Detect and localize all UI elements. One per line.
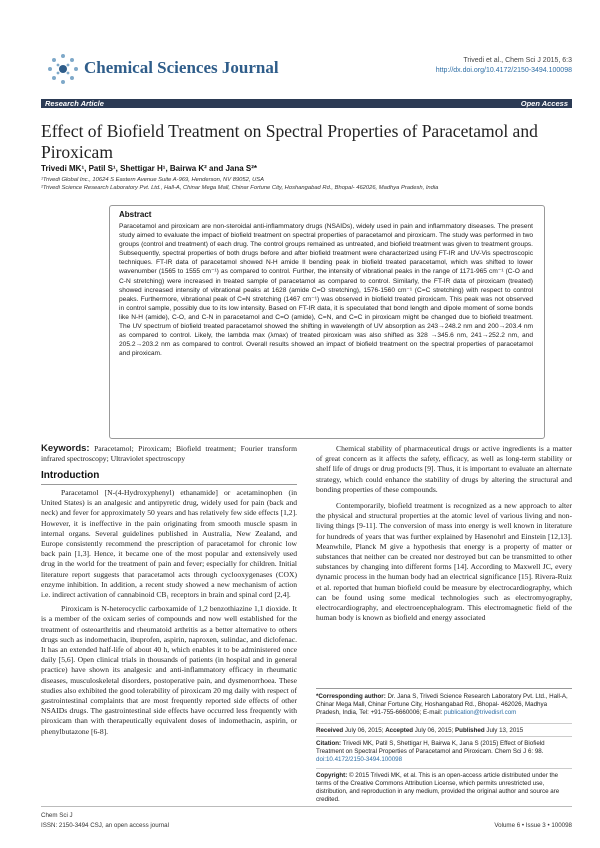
published-date: July 13, 2015 xyxy=(486,727,524,734)
article-dates xyxy=(316,727,572,735)
footer-journal: Chem Sci J xyxy=(41,812,73,819)
notes-rule xyxy=(316,688,572,689)
copyright-rule xyxy=(316,768,572,769)
journal-title: Chemical Sciences Journal xyxy=(84,58,279,77)
right-column-body xyxy=(316,444,572,623)
dates-rule xyxy=(316,723,572,724)
intro-paragraph-1: Paracetamol [N-(4-Hydroxyphenyl) ethanamide] or acetaminophen (in United States) is an analgesic and antipyretic drug, widely used for pain (back and neck) and fever for approximately 50 years and has relatively few side effects [1,2]. However, it is ineffective in the pain originating from smooth muscle spasm in internal organs. Several guidelines published in Australia, New Zealand, and Europe consistently recommend the prescription of paracetamol for chronic low back pain [1,3]. Hence, it became one of the most popular and extensively used drug in the world for the treatment of pain and fever; especially for children. Initial literature report suggests that paracetamol acts through cyclooxygenases (COX) enzyme inhibition. In addition, a recent study showed a new mechanism of action i.e. indirect activation of cannabinoid CB₁ receptors in brain and spinal cord [2,4]. xyxy=(41,488,297,600)
citation-doi[interactable]: doi:10.4172/2150-3494.100098 xyxy=(316,756,403,763)
footer-issn: ISSN: 2150-3494 CSJ, an open access journal xyxy=(41,822,169,829)
corresponding-label: *Corresponding author: xyxy=(316,693,386,700)
introduction-body xyxy=(41,488,297,737)
received-label: Received xyxy=(316,727,344,734)
doi-link[interactable]: http://dx.doi.org/10.4172/2150-3494.100098 xyxy=(435,67,572,74)
keywords-text: Paracetamol; Piroxicam; Biofield treatment; Fourier transform infrared spectroscopy; Ultraviolet spectroscopy xyxy=(41,444,297,464)
article-title: Effect of Biofield Treatment on Spectral Properties of Paracetamol and Piroxicam xyxy=(41,121,538,162)
right-paragraph-1: Chemical stability of pharmaceutical drugs or active ingredients is a matter of great concern as it affects the safety, efficacy, as well as long-term stability or shelf life of drugs or drug products [9]. Thus, it is important to evaluate an alternate strategy, which could enhance the stability of drugs by altering the structural and bonding properties of these compounds. xyxy=(316,444,572,494)
citation-block xyxy=(316,740,572,764)
right-paragraph-2: Contemporarily, biofield treatment is recognized as a new approach to alter the physical and structural properties at the atomic level of various living and non-living things [9-11]. The conversion of mass into energy is well known in literature for hundreds of years that was further explained by Hasenohrl and Einstein [12,13]. Meanwhile, Planck M give a hypothesis that energy is a property of matter or substances that neither can be created nor destroyed but can be transmitted to other substances by changing into different forms [14]. According to Maxwell JC, every dynamic process in the human body had an electrical significance [15]. Rivera-Ruiz et al. reported that human biofield could be measure by electrocardiography, which can be found using some medical technologies such as electromyography, electrocardiography, and electroencephalogram. This electromagnetic field of the human body is known as biofield and energy associated xyxy=(316,501,572,623)
citation-label: Citation: xyxy=(316,740,342,747)
footer-volume: Volume 6 • Issue 3 • 100098 xyxy=(494,822,572,829)
corresponding-author xyxy=(316,693,572,717)
introduction-heading: Introduction xyxy=(41,470,100,481)
journal-logo-icon xyxy=(46,52,80,86)
affiliation-2: ²Trivedi Science Research Laboratory Pvt. Ltd., Hall-A, Chinar Mega Mall, Chinar Fortune City, Hoshangabad Rd., Bhopal- 462026, Madhya Pradesh, India xyxy=(41,185,439,191)
corresponding-text: Dr. Jana S, Trivedi Science Research Laboratory Pvt. Ltd., Hall-A, Chinar Mega Mall, Chinar Fortune City, Hoshangabad Rd., Bhopal- 462026, Madhya Pradesh, India, Tel: +91-755-6660006; E-mail: xyxy=(316,693,568,716)
published-label: Published xyxy=(455,727,485,734)
abstract-text: Paracetamol and piroxicam are non-steroidal anti-inflammatory drugs (NSAIDs), widely used in pain and inflammatory diseases. The present study aimed to evaluate the impact of biofield treatment on spectral properties of paracetamol and piroxicam. The study was performed in two groups (control and treatment) of each drug. The control groups remained as untreated, and biofield treatment was given to treatment groups. Subsequently, spectral properties of both drugs before and after biofield treatment were characterized using FT-IR and UV-Vis spectroscopic techniques. FT-IR data of paracetamol showed N-H amide II bending peak in biofield treated paracetamol, which was shifted to lower wavenumber (1565 to 1555 cm⁻¹) as compared to control. Further, the intensity of vibrational peaks in the range of 1171-965 cm⁻¹ (C-O and C-N stretching) were increased in treated sample of paracetamol as compared to control. Similarly, the FT-IR data of piroxicam (treated) showed increased intensity of vibrational peaks at 1628 (amide C=O stretching), 1576-1560 cm⁻¹ (C=C stretching) with respect to control peaks. Furthermore, vibrational peak of C=N stretching (1467 cm⁻¹) was observed in biofield treated piroxicam. This peak was not observed in control sample, possibly due to its low intensity. Based on FT-IR data, it is speculated that bond length and dipole moment of some bonds like N-H (amide), C-O, and C-N in paracetamol and C=O (amide), C=N, and C=C in piroxicam might be changed due to biofield treatment. The UV spectrum of biofield treated paracetamol showed the shifting in wavelength of UV absorption as 243→248.2 nm and 200→203.4 nm as compared to control. Likely, the lambda max (λmax) of treated piroxicam was also shifted as 328 →345.6 nm, 241→252.2 nm, and 205.2→203.2 nm as compared to control. Overall results showed an impact of biofield treatment on the spectral properties of paracetamol and piroxicam. xyxy=(119,223,533,358)
open-access-label: Open Access xyxy=(520,99,568,108)
copyright-block xyxy=(316,772,572,804)
article-type-label: Research Article xyxy=(45,99,104,108)
received-date: July 06, 2015; xyxy=(344,727,384,734)
citation-rule xyxy=(316,736,572,737)
accepted-date: July 06, 2015; xyxy=(414,727,454,734)
heading-rule xyxy=(41,484,297,485)
citation-text: Trivedi MK, Patil S, Shettigar H, Bairwa K, Jana S (2015) Effect of Biofield Treatment on Spectral Properties of Paracetamol and Piroxicam. Chem Sci J 6: 98. xyxy=(316,740,545,755)
keywords-block xyxy=(41,444,297,464)
running-citation: Trivedi et al., Chem Sci J 2015, 6:3 xyxy=(463,57,572,64)
affiliation-1: ¹Trivedi Global Inc., 10624 S Eastern Avenue Suite A-969, Henderson, NV 89052, USA xyxy=(41,177,264,183)
footer-rule xyxy=(41,806,572,807)
accepted-label: Accepted xyxy=(385,727,414,734)
abstract-heading: Abstract xyxy=(119,210,152,219)
keywords-label: Keywords: xyxy=(41,443,90,454)
corresponding-email[interactable]: publication@trivedisrl.com xyxy=(444,709,517,716)
intro-paragraph-2: Piroxicam is N-heterocyclic carboxamide of 1,2 benzothiazine 1,1 dioxide. It is a member of the oxicam series of compounds and now well established for the treatment of osteoarthritis and rheumatoid arthritis as a better alternative to others drugs such as indomethacin, ibuprofen, aspirin, naproxen, sulindac, and diclofenac. It has an extended half-life of about 40 h, which enables it to be administered once daily [5,6]. Open clinical trials in thousands of patients (in hospital and in general practice) have shown its analgesic and anti-inflammatory efficacy in rheumatic diseases, musculoskeletal disorders, postoperative pain, and dysmenorrhoea. These studies also exhibited the good tolerability of piroxicam 20 mg daily with respect of gastrointestinal complaints that are most frequently reported side effects of other NSAIDs drugs. The gastrointestinal side effects have occurred less frequently with piroxicam than with therapeutically equivalent doses of indomethacin, aspirin, or phenylbutazone [6-8]. xyxy=(41,604,297,736)
copyright-label: Copyright: xyxy=(316,772,348,779)
author-list: Trivedi MK¹, Patil S¹, Shettigar H¹, Bairwa K² and Jana S²* xyxy=(41,164,258,173)
copyright-text: © 2015 Trivedi MK, et al. This is an open-access article distributed under the terms of the Creative Commons Attribution License, which permits unrestricted use, distribution, and reproduction in any medium, provided the original author and source are credited. xyxy=(316,772,560,803)
